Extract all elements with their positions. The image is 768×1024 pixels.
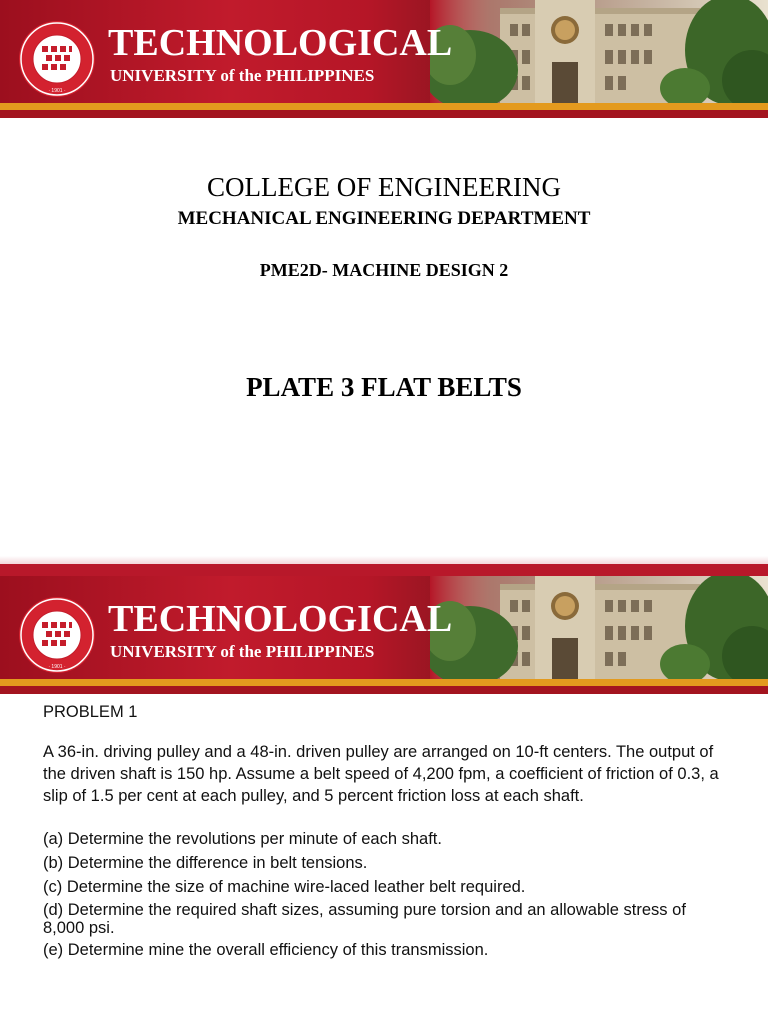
course-title: PME2D- MACHINE DESIGN 2: [259, 260, 509, 280]
banner-red-stripe: [0, 110, 768, 118]
svg-text:· 1901 ·: · 1901 ·: [48, 88, 66, 94]
university-seal-icon: [18, 20, 96, 98]
svg-text:· 1901 ·: · 1901 ·: [48, 664, 66, 670]
university-seal-icon: [18, 596, 96, 674]
problem-body: [43, 701, 723, 964]
plate-title: PLATE 3 FLAT BELTS: [246, 372, 522, 402]
question-e: (e) Determine mine the overall efficiency of this transmission.: [43, 941, 489, 959]
university-banner-bottom: [0, 576, 768, 694]
problem-statement: A 36-in. driving pulley and a 48-in. driven pulley are arranged on 10-ft centers. The output of the driven shaft is 150 hp. Assume a belt speed of 4,200 fpm, a coefficient of friction of 0.3, a slip of 1.5 per cent at each pulley, and 5 percent friction loss at each shaft.: [43, 743, 719, 805]
banner-subtitle: UNIVERSITY of the PHILIPPINES: [110, 66, 375, 85]
university-banner-top: [0, 0, 768, 118]
campus-building-image: [430, 0, 768, 104]
question-b: (b) Determine the difference in belt tensions.: [43, 854, 368, 872]
question-d: (d) Determine the required shaft sizes, assuming pure torsion and an allowable stress of 8,000 psi.: [43, 901, 686, 937]
banner-subtitle: UNIVERSITY of the PHILIPPINES: [110, 642, 375, 661]
slide-separator-bar: [0, 564, 768, 576]
banner-red-stripe: [0, 686, 768, 694]
department-title: MECHANICAL ENGINEERING DEPARTMENT: [177, 208, 591, 229]
question-c: (c) Determine the size of machine wire-laced leather belt required.: [43, 878, 526, 896]
college-title: COLLEGE OF ENGINEERING: [207, 172, 561, 202]
question-a: (a) Determine the revolutions per minute of each shaft.: [43, 830, 442, 848]
banner-title: TECHNOLOGICAL: [108, 598, 453, 640]
campus-building-image: [430, 576, 768, 680]
banner-title: TECHNOLOGICAL: [108, 22, 453, 64]
problem-heading: PROBLEM 1: [43, 703, 138, 721]
banner-gold-stripe: [0, 103, 768, 110]
banner-gold-stripe: [0, 679, 768, 686]
